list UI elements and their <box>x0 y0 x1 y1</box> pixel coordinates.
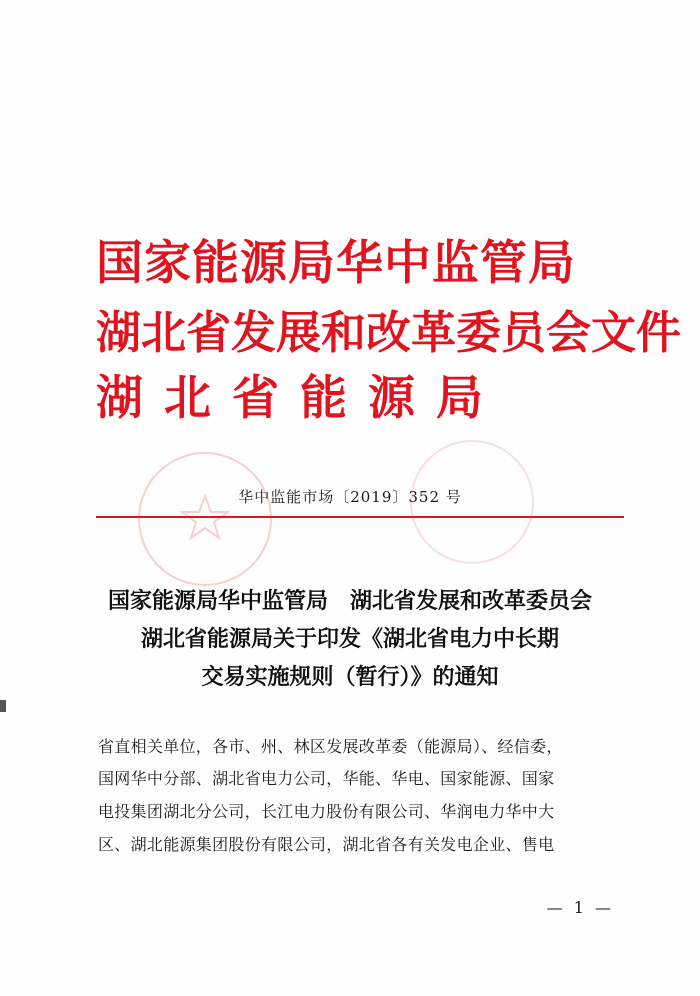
issuer-header-line-1: 国家能源局华中监管局 <box>96 236 576 291</box>
body-text-line: 区、湖北能源集团股份有限公司，湖北省各有关发电企业、售电 <box>98 835 555 854</box>
document-number: 华中监能市场〔2019〕352 号 <box>238 488 462 506</box>
issuer-header-line-2: 湖北省发展和改革委员会文件 <box>96 306 682 359</box>
binding-margin-mark <box>0 700 6 712</box>
notice-title-line-3: 交易实施规则（暂行）》的通知 <box>201 664 499 690</box>
body-text-line: 电投集团湖北分公司，长江电力股份有限公司、华润电力华中大 <box>98 802 555 821</box>
issuer-header-line-3: 湖北省能源局 <box>96 371 504 426</box>
official-seal-stamp <box>138 452 272 586</box>
notice-title-line-1: 国家能源局华中监管局 湖北省发展和改革委员会 <box>107 588 592 614</box>
body-text-line: 省直相关单位，各市、州、林区发展改革委（能源局）、经信委， <box>98 737 563 756</box>
seal-star-icon <box>140 454 270 584</box>
body-text-line: 国网华中分部、湖北省电力公司，华能、华电、国家能源、国家 <box>98 769 555 788</box>
page-number: — 1 — <box>546 898 614 917</box>
notice-title-line-2: 湖北省能源局关于印发《湖北省电力中长期 <box>140 626 559 652</box>
red-separator-rule <box>96 516 624 518</box>
